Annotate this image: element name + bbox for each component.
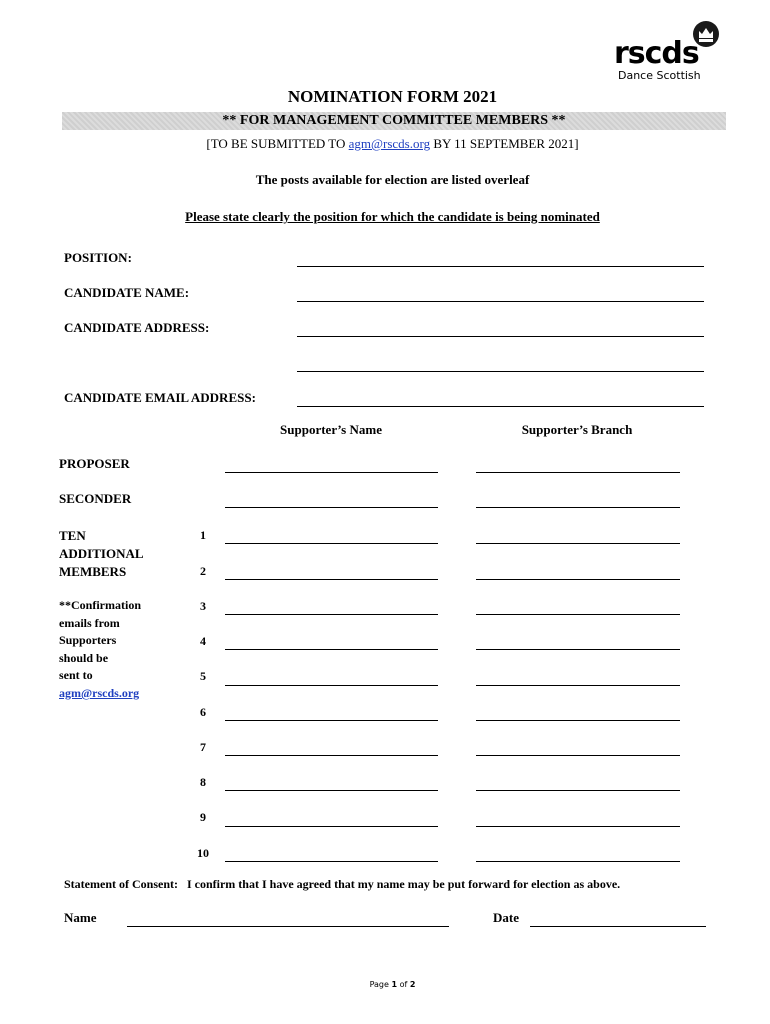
- logo-tagline: Dance Scottish: [618, 69, 701, 82]
- candidate-address-field-1[interactable]: [297, 336, 704, 337]
- member-number: 1: [200, 528, 206, 542]
- member-number: 10: [197, 846, 209, 860]
- member-number: 2: [200, 564, 206, 578]
- member-number: 4: [200, 634, 206, 648]
- member-number: 5: [200, 669, 206, 683]
- member-branch-field[interactable]: [476, 861, 680, 862]
- member-number: 7: [200, 740, 206, 754]
- member-branch-field[interactable]: [476, 579, 680, 580]
- form-title: NOMINATION FORM 2021: [287, 87, 498, 106]
- member-number: 6: [200, 705, 206, 719]
- page-number: Page 1 of 2: [369, 980, 416, 989]
- additional-members-label: TEN ADDITIONAL MEMBERS: [59, 528, 144, 579]
- member-name-field[interactable]: [225, 614, 438, 615]
- signature-name-label: Name: [64, 910, 97, 925]
- confirmation-email-link[interactable]: agm@rscds.org: [59, 685, 140, 700]
- member-branch-field[interactable]: [476, 543, 680, 544]
- member-branch-field[interactable]: [476, 755, 680, 756]
- position-note: Please state clearly the position for which the candidate is being nominated: [185, 209, 600, 224]
- candidate-address-label: CANDIDATE ADDRESS:: [64, 320, 210, 335]
- supporter-name-header: Supporter’s Name: [280, 422, 382, 437]
- proposer-branch-field[interactable]: [476, 472, 680, 473]
- member-name-field[interactable]: [225, 649, 438, 650]
- member-name-field[interactable]: [225, 720, 438, 721]
- candidate-address-field-2[interactable]: [297, 371, 704, 372]
- member-branch-field[interactable]: [476, 720, 680, 721]
- seconder-name-field[interactable]: [225, 507, 438, 508]
- signature-date-label: Date: [493, 910, 519, 925]
- member-branch-field[interactable]: [476, 790, 680, 791]
- member-name-field[interactable]: [225, 826, 438, 827]
- member-name-field[interactable]: [225, 579, 438, 580]
- seconder-branch-field[interactable]: [476, 507, 680, 508]
- signature-date-field[interactable]: [530, 926, 706, 927]
- member-number: 3: [200, 599, 206, 613]
- supporter-branch-header: Supporter’s Branch: [521, 422, 633, 437]
- member-branch-field[interactable]: [476, 649, 680, 650]
- member-number: 9: [200, 810, 206, 824]
- seconder-label: SECONDER: [59, 491, 132, 506]
- committee-banner: ** FOR MANAGEMENT COMMITTEE MEMBERS **: [62, 112, 726, 130]
- member-name-field[interactable]: [225, 755, 438, 756]
- proposer-label: PROPOSER: [59, 456, 130, 471]
- signature-name-field[interactable]: [127, 926, 449, 927]
- member-name-field[interactable]: [225, 861, 438, 862]
- proposer-name-field[interactable]: [225, 472, 438, 473]
- confirmation-note: **Confirmation emails from Supporters should be sent to agm@rscds.org: [59, 597, 141, 703]
- member-name-field[interactable]: [225, 685, 438, 686]
- member-branch-field[interactable]: [476, 685, 680, 686]
- logo-wordmark: rscds: [614, 36, 699, 71]
- member-branch-field[interactable]: [476, 614, 680, 615]
- member-name-field[interactable]: [225, 543, 438, 544]
- candidate-name-field[interactable]: [297, 301, 704, 302]
- posts-note: The posts available for election are listed overleaf: [255, 172, 530, 187]
- candidate-name-label: CANDIDATE NAME:: [64, 285, 190, 300]
- candidate-email-label: CANDIDATE EMAIL ADDRESS:: [64, 390, 256, 405]
- submission-email-link[interactable]: agm@rscds.org: [348, 136, 431, 151]
- position-field[interactable]: [297, 266, 704, 267]
- position-label: POSITION:: [64, 250, 132, 265]
- member-branch-field[interactable]: [476, 826, 680, 827]
- member-number: 8: [200, 775, 206, 789]
- rscds-logo: [612, 20, 712, 82]
- member-name-field[interactable]: [225, 790, 438, 791]
- submission-instruction: [TO BE SUBMITTED TO agm@rscds.org BY 11 SEPTEMBER 2021]: [206, 136, 579, 151]
- candidate-email-field[interactable]: [297, 406, 704, 407]
- consent-statement: Statement of Consent: I confirm that I have agreed that my name may be put forward for election as above.: [64, 877, 621, 891]
